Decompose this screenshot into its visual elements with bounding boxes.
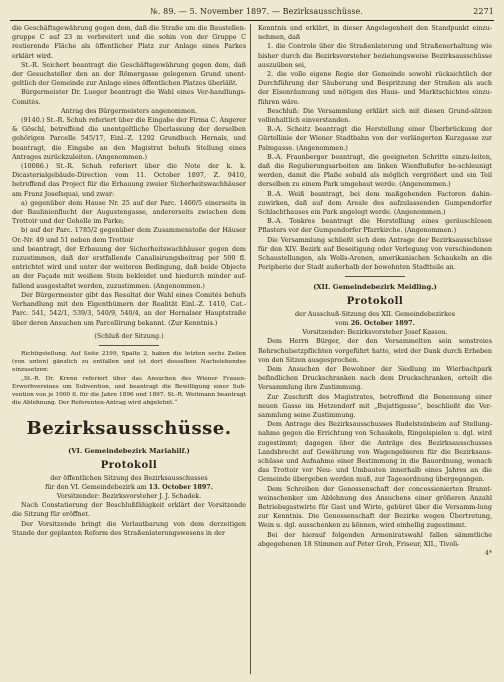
paragraph: (10086.) St.-R. Schuh referiert über die Note der k. k. Dicasterialgebäude-Direction vom 11. October 1897, Z. 9410, betreffend das Project für die Erbauung zweier Sicherheitswachhäuser am Franz Josefsquai, und zwar: [12, 162, 246, 198]
paragraph: Dem Ansuchen der Bewohner der Siedlung im Wierbachpark befindlichen Druckschranken nach dem Druckschranken, erteilt die Versammlung ihre Zustimmung. [258, 364, 492, 392]
chair-line: Vorsitzender: Bezirksvorsteher Josef Kassou. [302, 328, 448, 337]
column-divider [250, 24, 251, 674]
protocol-subtitle: der Ausschuß-Sitzung des XII. Gemeindebezirkes [294, 309, 456, 318]
footer-mark: 4* [484, 549, 492, 557]
district-heading: (XII. Gemeindebezirk Meidling.) [313, 283, 437, 292]
paragraph: B.-A. Scheitz beantragt die Herstellung einer Überbrückung der Gürtellinie der Wiener Stadtbahn von der verlängerten Kurzgasse zur Palmgasse. (Angenommen.) [258, 125, 492, 152]
protocol-title: Protokoll [346, 295, 404, 307]
paragraph: Dem Schreiben der Genossenschaft der concessionierten Brannt-weinschenker um Ablehnung des Ansuchens einer größeren Anzahl Betriebsgastwirte für Gast und Wirte, gebüret über die Versamm-lung zur Kenntnis. Die Genossenschaft der Bezirke wegen Übertretung, Wein u. dgl. ausschenken zu können, wird einhellig zugestimmt. [258, 484, 492, 530]
paragraph: a) gegenüber dem Hause Nr. 25 auf der Parc. 1460/5 einerseits in der Baulinienflucht der Augustengasse, andererseits zwischen dem Trottoir und der Geholle im Parke; [12, 198, 246, 226]
correction-text: „St.-R. Dr. Krenn referiert über das Ansuchen des Wiener Frauen-Erwerbvereines um Subvention, und beantragt die Bewilligung einer Sub-vention von je 1000 fl. für die Jahre 1896 und 1897. St.-R. Weitmann beantragt die Ablehnung. Der Referenten-Antrag wird abgelehnt.“ [12, 375, 246, 407]
protocol-date-prefix: vom [335, 318, 349, 327]
paragraph: Die Versammlung schließt sich dem Antrage der Bezirksausschüsse für den XIV. Bezirk auf Beseitigung oder Verlegung von verschiedenen Schaustellungen, als Wolls-Arenen, amerikanischen Schaukeln an die Peripherie der Stadt außerhalb der bewohnten Stadtteile an. [258, 235, 492, 272]
divider [99, 345, 159, 346]
paragraph: Der Bürgermeister gibt das Resultat der Wahl eines Comités behufs Verhandlung mit den Eigenthümern der Realität Einl.-Z. 1410, Cat.-Parc. 541, 542/1, 539/3, 540/9, 540/4, an der Hernalser Hauptstraße über deren Ansuchen um Parcellirung bekannt. (Zur Kenntnis.) [12, 290, 246, 327]
paragraph: B.-A. Fraunberger beantragt, die geeigneten Schritte einzu-leiten, daß die Regulierungsarbeiten am linken Wienflußufer be-schleunigt werden, damit die Plaße sobald als möglich vergrößert und ein Teil derselben zu einem Park umgebaut werde. (Angenommen.) [258, 152, 492, 189]
paragraph: Zur Zuschrift des Magistrates, betreffend die Benennung einer neuen Gasse im Hetzendorf mit „Bujattigasse“, beschließt die Ver-sammlung seine Zustimmung. [258, 392, 492, 419]
page-number: 2271 [473, 6, 494, 16]
right-column [258, 24, 492, 674]
protocol-subtitle: der öffentlichen Sitzung des Bezirksausschusses [50, 473, 208, 482]
protocol-date: 26. October 1897. [350, 318, 415, 327]
paragraph: 2. die volle eigene Regie der Gemeinde sowohl rücksichtlich der Durchführung der Säuberung und Bespritzung der Straßen als auch der Eisenräumung und nötigen des Haus- und Marktschichtes einzu-führen wäre. [258, 70, 492, 106]
paragraph: Kenntnis und erklärt, in dieser Angelegenheit den Standpunkt einzu-nehmen, daß [258, 24, 492, 42]
protocol-date-line [12, 483, 246, 492]
paragraph: Dem Herrn Bürger, der den Versammelten sein sonstreies Rehrschulsetzpflichten vorgeführt hatte, wird der Dank durch Erheben von den Sitzen ausgesprochen. [258, 337, 492, 364]
protocol-title: Protokoll [100, 459, 158, 471]
section-title: Bezirksausschüsse. [26, 418, 232, 440]
paragraph: die Geschäftsgewährung gegen dem, daß die Straße um die Baustellen-gruppe C auf 23 m verbreitert und die sohin von der Gruppe C restierende Fläche als öffentlicher Platz zur Anlage eines Parkes erklärt wird. [12, 24, 246, 60]
header-rule [10, 20, 494, 21]
paragraph: Nach Constatierung der Beschlußfähigkeit erklärt der Vorsitzende die Sitzung für eröffnet. [12, 501, 246, 519]
paragraph: Der Vorsitzende bringt die Verlautbarung von dem derzeitigen Stande der geplanten Reform des Straßenlaterungswesens in der [12, 519, 246, 537]
paragraph: 1. die Controle über die Straßenlaterung und Straßenerhaltung wie bisher durch die Bezirksvorsteher beziehungsweise Bezirksausschüsse auszuüben sei, [258, 42, 492, 69]
paragraph: B.-A. Weiß beantragt, bei dem maßgebenden Factoren dahin-zuwirken, daß auf dem Areale des aufzulassenden Gumpendorfer Schlachthauses ein Park angelegt werde. (Angenommen.) [258, 189, 492, 217]
correction-note: Richtigstellung. Auf Seite 2199, Spalte 2, haben die letzten sechs Zeilen (von unten) gänzlich zu entfallen und ist dort desselben Nachstehendes einzusetzen: [12, 350, 246, 374]
chair-line: Vorsitzender: Bezirksvorsteher J. J. Schadek. [56, 491, 202, 500]
paragraph: und beantragt, der Erbauung der Sicherheitswachhäuser gegen dem zuzustimmen, daß der erstfallende Canalisirungsbeitrag per 500 fl. entrichtet wird und unter der weiteren Bedingung, daß beide Objecte an der Façade mit weißem Stein bekleidet und hiedurch minder auf-fallend ausgestaltet werden, zuzustimmen. (Angenommen.) [12, 244, 246, 290]
left-column [12, 24, 246, 674]
protocol-date-line [258, 319, 492, 328]
protocol-date-prefix: für den VI. Gemeindebezirk am [45, 482, 147, 491]
paragraph: Antrag des Bürgermeisters angenommen. [61, 106, 197, 115]
protocol-date: 13. October 1897. [148, 482, 213, 491]
header-title: №. 89. — 5. November 1897. — Bezirksausschüsse. [150, 6, 363, 16]
running-header [10, 4, 494, 18]
district-heading: (VI. Gemeindebezirk Mariahilf.) [68, 447, 190, 456]
closing-note: (Schluß der Sitzung.) [94, 331, 164, 340]
paragraph: B.-A. Tonkres beantragt die Herstellung eines geräuschlosen Pflasters vor der Gumpendorfer Pfarrkirche. (Angenommen.) [258, 217, 492, 235]
paragraph: Bürgermeister Dr. Lueger beantragt die Wahl eines Ver-handlungs-Comités. [12, 88, 246, 106]
paragraph: (9140.) St.-R. Schuh referiert über die Eingabe der Firma C. Angerer & Göschl, betreffend die unentgeltliche Überlassung der derselben gehörigen Parcelle 545/17, Einl.-Z. 1292 Grundbuch Hernals, und beantragt, die Eingabe an den Magistrat behufs Stellung eines Antrages zurückzuleiten. (Angenommen.) [12, 116, 246, 161]
divider [345, 276, 405, 277]
paragraph: Bei der hierauf folgenden Armeniratswahl fallen sämmtliche abgegebenen 18 Stimmen auf Peter Groh, Friseur, XII., Tivoli- [258, 530, 492, 548]
paragraph: St.-R. Seichert beantragt die Geschäftsgewährung gegen dem, daß der Gesuchsteller den an der Römergasse gelegenen Grund unent-geltlich der Gemeinde zur Anlage eines öffentlichen Platzes überläßt. [12, 60, 246, 88]
paragraph: Dem Antrage des Bezirksausschusses Rudelsteinbeim auf Stellung-nahme gegen die Errichtung von Schaukeln, Ringelspielen u. dgl. wird zugestimmt; dagegen über die Anträge des Bezirksausschusses Landsbrecht auf Gewährung von Wagengebieren für die Bezirksaus-schüsse und Aufnahme einer Bestimmung in die Bauordnung, wonach das Trottoir vor Neu- und Umbauten innerhalb eines Jahres an die Gemeinde übergeben werden muß, zur Tagesordnung übergegangen. [258, 420, 492, 484]
paragraph: b) auf der Parc. 1785/2 gegenüber dem Zusammenstoße der Häuser Or.-Nr. 49 und 51 neben dem Trottoir [12, 226, 246, 244]
paragraph: Beschluß: Die Versammlung erklärt sich mit diesen Grund-sätzen vollinhaltlich einverstanden. [258, 106, 492, 125]
